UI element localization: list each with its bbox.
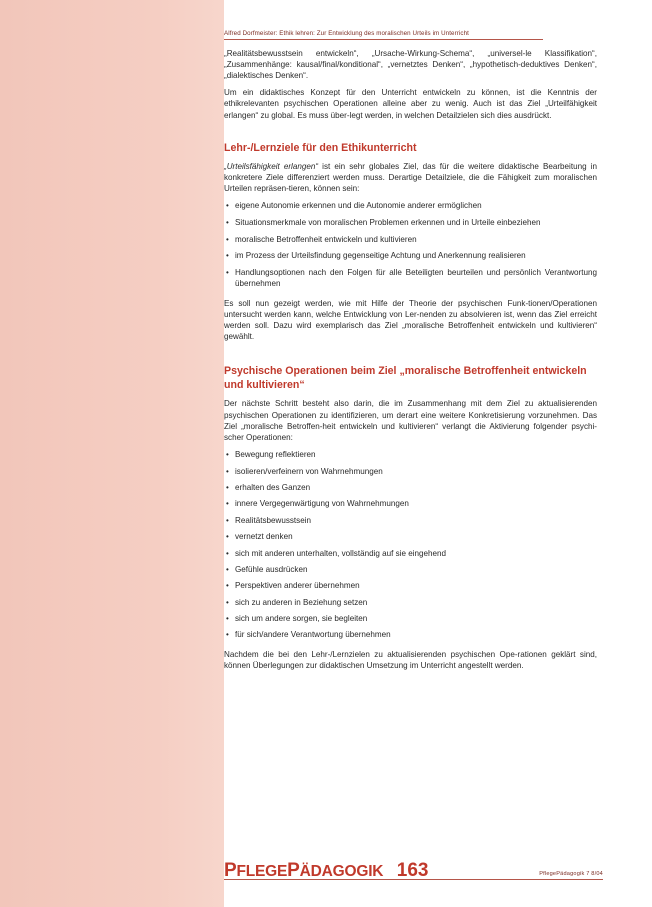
- list-item-label: sich zu anderen in Beziehung setzen: [235, 597, 368, 607]
- list-psychische-operationen: [224, 449, 597, 641]
- list-item-label: Perspektiven anderer übernehmen: [235, 581, 360, 591]
- left-margin-bar-gradient: [0, 0, 224, 907]
- list-item: [224, 629, 597, 640]
- bullet-icon: •: [226, 218, 229, 228]
- list-item: [224, 564, 597, 575]
- list-item: [224, 613, 597, 624]
- list-item-label: für sich/andere Verantwortung übernehmen: [235, 630, 391, 640]
- emphasis-urteilsfaehigkeit: „Urteilsfähigkeit erlangen“: [224, 161, 319, 171]
- list-item-label: isolieren/verfeinern von Wahrnehmungen: [235, 466, 383, 476]
- page-content-column: [224, 0, 652, 907]
- list-item-label: sich mit anderen unterhalten, vollständig auf sie eingehend: [235, 548, 447, 558]
- list-item: [224, 217, 597, 228]
- bullet-icon: •: [226, 499, 229, 509]
- brand-initial-p1: P: [224, 860, 237, 881]
- bullet-icon: •: [226, 614, 229, 624]
- bullet-icon: •: [226, 564, 229, 574]
- footer-issue-note: PflegePädagogik 7 8/04: [539, 871, 603, 877]
- page-number: 163: [396, 860, 429, 881]
- bullet-icon: •: [226, 234, 229, 244]
- running-header: Alfred Dorfmeister: Ethik lehren: Zur Entwicklung des moralischen Urteils im Unterricht: [224, 30, 543, 40]
- left-margin-bar: [0, 0, 224, 907]
- list-item-label: Handlungsoptionen nach den Folgen für alle Beteiligten beurteilen und persönlich Verantwortung übernehmen: [235, 268, 597, 289]
- paragraph-section1-intro: [224, 161, 597, 195]
- bullet-icon: •: [226, 466, 229, 476]
- list-item: [224, 531, 597, 542]
- bullet-icon: •: [226, 548, 229, 558]
- paragraph-section1-closing: Es soll nun gezeigt werden, wie mit Hilfe der Theorie der psychischen Funk-tionen/Operationen untersucht werden kann, welche Entwicklung von Ler-nenden zu absolvieren ist, wenn das Ziel erreicht werden soll. Dazu wird exemplarisch das Ziel „moralische Betroffenheit entwickeln und kultivieren“ gewählt.: [224, 298, 597, 342]
- bullet-icon: •: [226, 532, 229, 542]
- list-item: [224, 515, 597, 526]
- list-item-label: eigene Autonomie erkennen und die Autonomie anderer ermöglichen: [235, 201, 482, 211]
- paragraph-section2-closing: Nachdem die bei den Lehr-/Lernzielen zu aktualisierenden psychischen Ope-rationen geklärt sind, können Überlegungen zur didaktischen Umsetzung im Unterricht angestellt werden.: [224, 649, 597, 670]
- paragraph-section2-intro: Der nächste Schritt besteht also darin, die im Zusammenhang mit dem Ziel zu aktualisierenden psychischen Operationen zu identifizieren, um derart eine weitere Konkretisierung vorzunehmen. Das Ziel „moralische Betroffen-heit entwickeln und kultivieren“ verlangt die Aktivierung folgender psychi-scher Operationen:: [224, 399, 597, 442]
- list-item: [224, 267, 597, 289]
- list-item: [224, 498, 597, 509]
- paragraph-keywords: „Realitätsbewusstsein entwickeln“, „Ursache-Wirkung-Schema“, „universel-le Klassifikation“, „Zusammenhänge: kausal/final/konditional“, „vernetztes Denken“, „hypothetisch-deduktives Denken“, „dialektisches Denken“.: [224, 48, 597, 80]
- list-item: [224, 449, 597, 460]
- paragraph-didactic-concept: Um ein didaktisches Konzept für den Unterricht entwickeln zu können, ist die Kenntnis der ethikrelevanten psychischen Operationen alleine aber zu wenig. Auch ist das Ziel „Urteilfähigkeit erlangen“ zu global. Es muss über-legt werden, in welchen Detailzielen sich dies ausdrückt.: [224, 88, 597, 120]
- bullet-icon: •: [226, 515, 229, 525]
- bullet-icon: •: [226, 630, 229, 640]
- bullet-icon: •: [226, 482, 229, 492]
- list-item-label: erhalten des Ganzen: [235, 482, 311, 492]
- list-item-label: sich um andere sorgen, sie begleiten: [235, 614, 368, 624]
- list-item-label: vernetzt denken: [235, 532, 293, 542]
- section-2-heading-wrap: [224, 364, 622, 392]
- bullet-icon: •: [226, 450, 229, 460]
- list-item: [224, 466, 597, 477]
- brand-flege: FLEGE: [236, 863, 288, 880]
- list-item: [224, 597, 597, 608]
- footer-divider: [224, 879, 603, 880]
- bullet-icon: •: [226, 251, 229, 261]
- section-1-heading-wrap: [224, 141, 622, 155]
- section-heading-lernziele: Lehr-/Lernziele für den Ethikunterricht: [224, 141, 417, 154]
- list-item-label: innere Vergegenwärtigung von Wahrnehmungen: [235, 499, 409, 509]
- brand-aedagogik: ÄDAGOGIK: [299, 863, 384, 880]
- list-item-label: Realitätsbewusstsein: [235, 515, 312, 525]
- list-item: [224, 250, 597, 261]
- section-heading-psychische-operationen: Psychische Operationen beim Ziel „moralische Betroffenheit entwickeln und kultivieren“: [224, 365, 587, 392]
- bullet-icon: •: [226, 201, 229, 211]
- bullet-icon: •: [226, 268, 229, 278]
- list-item-label: Situationsmerkmale von moralischen Problemen erkennen und in Urteile einbeziehen: [235, 218, 541, 228]
- list-item-label: Gefühle ausdrücken: [235, 564, 308, 574]
- brand-initial-p2: P: [287, 860, 300, 881]
- paragraph-section1-intro-rest: ist ein sehr globales Ziel, das für die weitere didaktische Bearbeitung in konkretere Ziele differenziert werden muss. Derartige Detailziele, die die Fähigkeit zum moralischen Urteilen repräsen-tieren, können sein:: [224, 161, 597, 194]
- list-item: [224, 548, 597, 559]
- list-item: [224, 580, 597, 591]
- text-column: [224, 30, 622, 671]
- list-item: [224, 200, 597, 211]
- list-item-label: moralische Betroffenheit entwickeln und kultivieren: [235, 234, 417, 244]
- list-item: [224, 234, 597, 245]
- list-item-label: Bewegung reflektieren: [235, 450, 316, 460]
- list-item: [224, 482, 597, 493]
- bullet-icon: •: [226, 581, 229, 591]
- list-item-label: im Prozess der Urteilsfindung gegenseitige Achtung und Anerkennung realisieren: [235, 251, 526, 261]
- list-lernziele: [224, 200, 597, 289]
- bullet-icon: •: [226, 597, 229, 607]
